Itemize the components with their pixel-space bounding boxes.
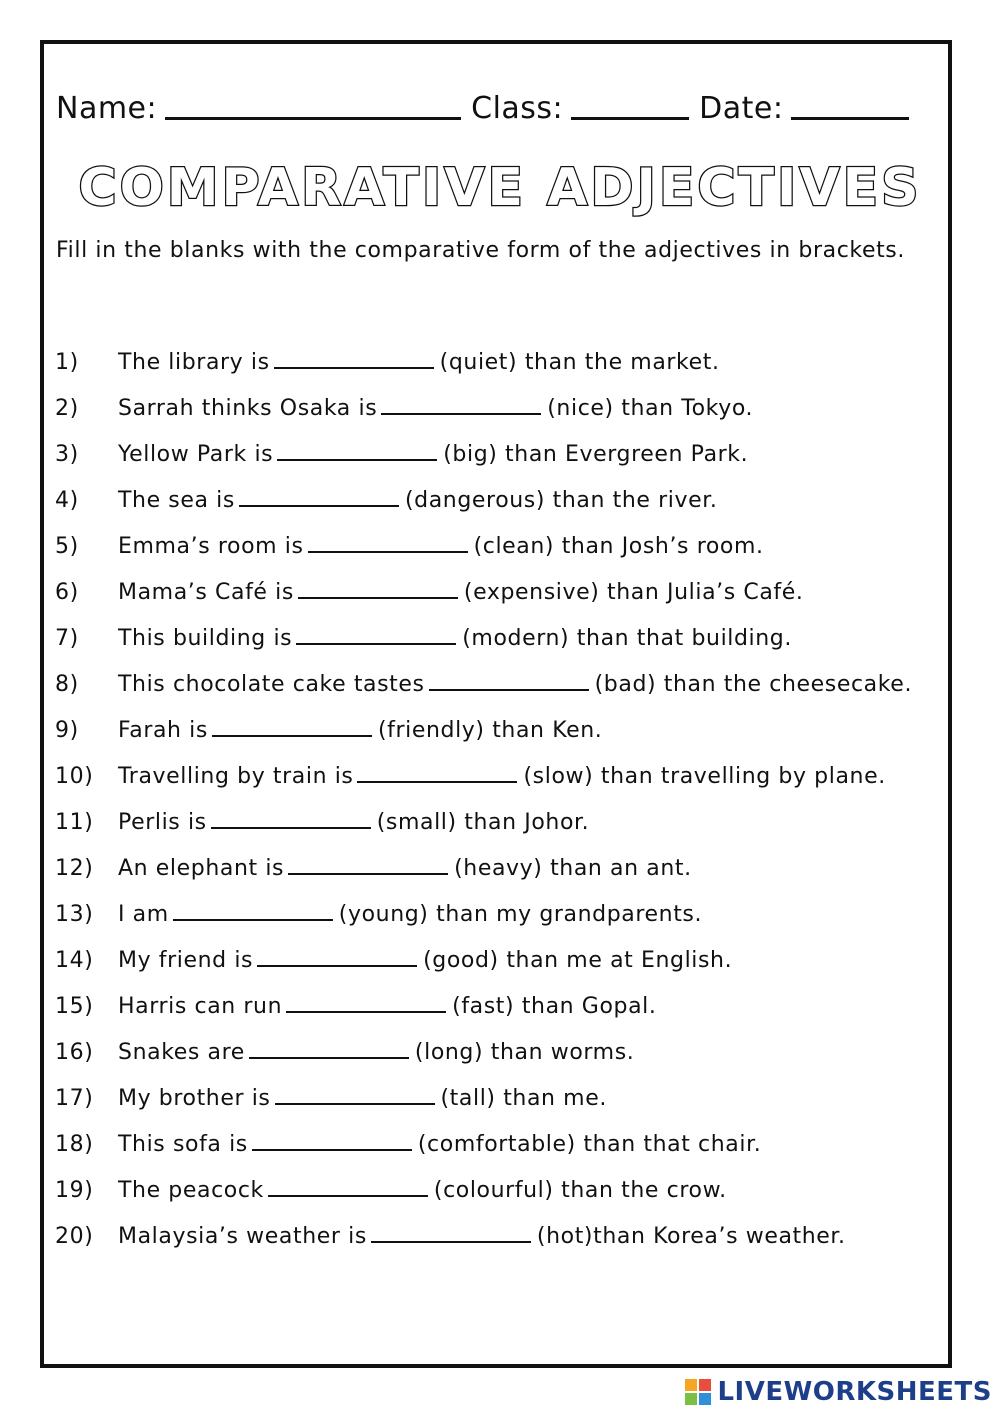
answer-blank[interactable] (357, 777, 517, 783)
item-number: 6) (55, 580, 79, 605)
date-field[interactable] (791, 113, 909, 120)
answer-blank[interactable] (371, 1237, 531, 1243)
answer-blank[interactable] (249, 1053, 409, 1059)
item-number: 5) (55, 534, 79, 559)
answer-blank[interactable] (274, 363, 434, 369)
sentence-start: My brother is (118, 1086, 271, 1111)
exercise-item (44, 340, 956, 386)
item-sentence (118, 570, 956, 616)
sentence-end: (heavy) than an ant. (454, 856, 692, 881)
item-number: 18) (55, 1132, 94, 1157)
exercise-item (44, 524, 956, 570)
item-number: 9) (55, 718, 79, 743)
exercise-item (44, 1076, 956, 1122)
exercise-item (44, 938, 956, 984)
answer-blank[interactable] (277, 455, 437, 461)
sentence-start: Farah is (118, 718, 208, 743)
instructions: Fill in the blanks with the comparative form of the adjectives in brackets. (56, 238, 905, 263)
exercise-item (44, 616, 956, 662)
sentence-start: This sofa is (118, 1132, 248, 1157)
exercise-item (44, 846, 956, 892)
answer-blank[interactable] (275, 1099, 435, 1105)
sentence-end: (small) than Johor. (376, 810, 590, 835)
sentence-end: (modern) than that building. (462, 626, 792, 651)
item-number: 19) (55, 1178, 94, 1203)
item-number: 10) (55, 764, 94, 789)
item-number: 20) (55, 1224, 94, 1249)
sentence-end: (bad) than the cheesecake. (594, 672, 913, 697)
exercise-item (44, 386, 956, 432)
item-number: 3) (55, 442, 79, 467)
answer-blank[interactable] (298, 593, 458, 599)
page-title: COMPARATIVE ADJECTIVES (78, 158, 922, 218)
item-sentence (118, 662, 956, 708)
exercise-item (44, 432, 956, 478)
answer-blank[interactable] (429, 685, 589, 691)
item-sentence (118, 1122, 956, 1168)
sentence-start: An elephant is (118, 856, 285, 881)
logo-square (685, 1379, 697, 1391)
class-label: Class: (471, 91, 564, 126)
item-sentence (118, 432, 956, 478)
sentence-start: The peacock (118, 1178, 264, 1203)
sentence-start: Yellow Park is (118, 442, 274, 467)
sentence-start: Mama’s Café is (118, 580, 294, 605)
sentence-start: Snakes are (118, 1040, 245, 1065)
class-field[interactable] (571, 113, 689, 120)
item-number: 15) (55, 994, 94, 1019)
name-label: Name: (56, 91, 158, 126)
item-sentence (118, 800, 956, 846)
answer-blank[interactable] (239, 501, 399, 507)
answer-blank[interactable] (286, 1007, 446, 1013)
exercise-item (44, 708, 956, 754)
exercise-list (44, 340, 956, 1260)
sentence-start: Emma’s room is (118, 534, 304, 559)
sentence-end: (comfortable) than that chair. (417, 1132, 762, 1157)
exercise-item (44, 662, 956, 708)
item-sentence (118, 340, 956, 386)
sentence-end: (expensive) than Julia’s Café. (463, 580, 804, 605)
item-number: 11) (55, 810, 94, 835)
logo-square (699, 1379, 711, 1391)
item-sentence (118, 938, 956, 984)
sentence-start: I am (118, 902, 169, 927)
answer-blank[interactable] (212, 731, 372, 737)
date-label: Date: (699, 91, 784, 126)
item-sentence (118, 1076, 956, 1122)
answer-blank[interactable] (173, 915, 333, 921)
item-sentence (118, 892, 956, 938)
worksheet (40, 40, 952, 1368)
answer-blank[interactable] (257, 961, 417, 967)
exercise-item (44, 478, 956, 524)
name-field[interactable] (165, 113, 461, 120)
item-number: 8) (55, 672, 79, 697)
sentence-end: (young) than my grandparents. (338, 902, 703, 927)
sentence-end: (dangerous) than the river. (404, 488, 718, 513)
sentence-end: (colourful) than the crow. (433, 1178, 727, 1203)
brand-footer (685, 1374, 992, 1410)
answer-blank[interactable] (288, 869, 448, 875)
sentence-end: (clean) than Josh’s room. (473, 534, 764, 559)
exercise-item (44, 1030, 956, 1076)
sentence-start: Perlis is (118, 810, 207, 835)
brand-name: LIVEWORKSHEETS (717, 1377, 992, 1407)
sentence-end: (fast) than Gopal. (452, 994, 657, 1019)
answer-blank[interactable] (211, 823, 371, 829)
sentence-start: This building is (118, 626, 293, 651)
item-sentence (118, 386, 956, 432)
exercise-item (44, 800, 956, 846)
item-sentence (118, 616, 956, 662)
item-number: 13) (55, 902, 94, 927)
item-sentence (118, 524, 956, 570)
liveworksheets-logo-icon (685, 1379, 711, 1405)
exercise-item (44, 754, 956, 800)
sentence-start: This chocolate cake tastes (118, 672, 425, 697)
sentence-start: My friend is (118, 948, 254, 973)
exercise-item (44, 1214, 956, 1260)
sentence-end: (nice) than Tokyo. (547, 396, 754, 421)
item-sentence (118, 478, 956, 524)
answer-blank[interactable] (268, 1191, 428, 1197)
item-number: 4) (55, 488, 79, 513)
sentence-end: (big) than Evergreen Park. (443, 442, 749, 467)
answer-blank[interactable] (381, 409, 541, 415)
sentence-end: (tall) than me. (440, 1086, 607, 1111)
item-number: 1) (55, 350, 79, 375)
exercise-item (44, 570, 956, 616)
item-sentence (118, 708, 956, 754)
item-sentence (118, 984, 956, 1030)
logo-square (685, 1393, 697, 1405)
sentence-start: Sarrah thinks Osaka is (118, 396, 378, 421)
item-number: 7) (55, 626, 79, 651)
sentence-start: Malaysia’s weather is (118, 1224, 367, 1249)
sentence-end: (friendly) than Ken. (377, 718, 603, 743)
item-number: 12) (55, 856, 94, 881)
sentence-end: (slow) than travelling by plane. (523, 764, 886, 789)
sentence-start: The sea is (118, 488, 235, 513)
sentence-end: (long) than worms. (414, 1040, 635, 1065)
exercise-item (44, 1168, 956, 1214)
exercise-item (44, 1122, 956, 1168)
student-info-header (56, 82, 946, 126)
item-sentence (118, 846, 956, 892)
logo-square (699, 1393, 711, 1405)
sentence-start: Harris can run (118, 994, 283, 1019)
answer-blank[interactable] (308, 547, 468, 553)
sentence-end: (good) than me at English. (423, 948, 733, 973)
item-number: 14) (55, 948, 94, 973)
answer-blank[interactable] (252, 1145, 412, 1151)
sentence-start: The library is (118, 350, 270, 375)
item-sentence (118, 754, 956, 800)
item-sentence (118, 1030, 956, 1076)
answer-blank[interactable] (296, 639, 456, 645)
sentence-end: (quiet) than the market. (439, 350, 720, 375)
item-number: 16) (55, 1040, 94, 1065)
sentence-end: (hot)than Korea’s weather. (536, 1224, 846, 1249)
exercise-item (44, 984, 956, 1030)
item-sentence (118, 1214, 956, 1260)
item-sentence (118, 1168, 956, 1214)
item-number: 2) (55, 396, 79, 421)
sentence-start: Travelling by train is (118, 764, 354, 789)
item-number: 17) (55, 1086, 94, 1111)
exercise-item (44, 892, 956, 938)
